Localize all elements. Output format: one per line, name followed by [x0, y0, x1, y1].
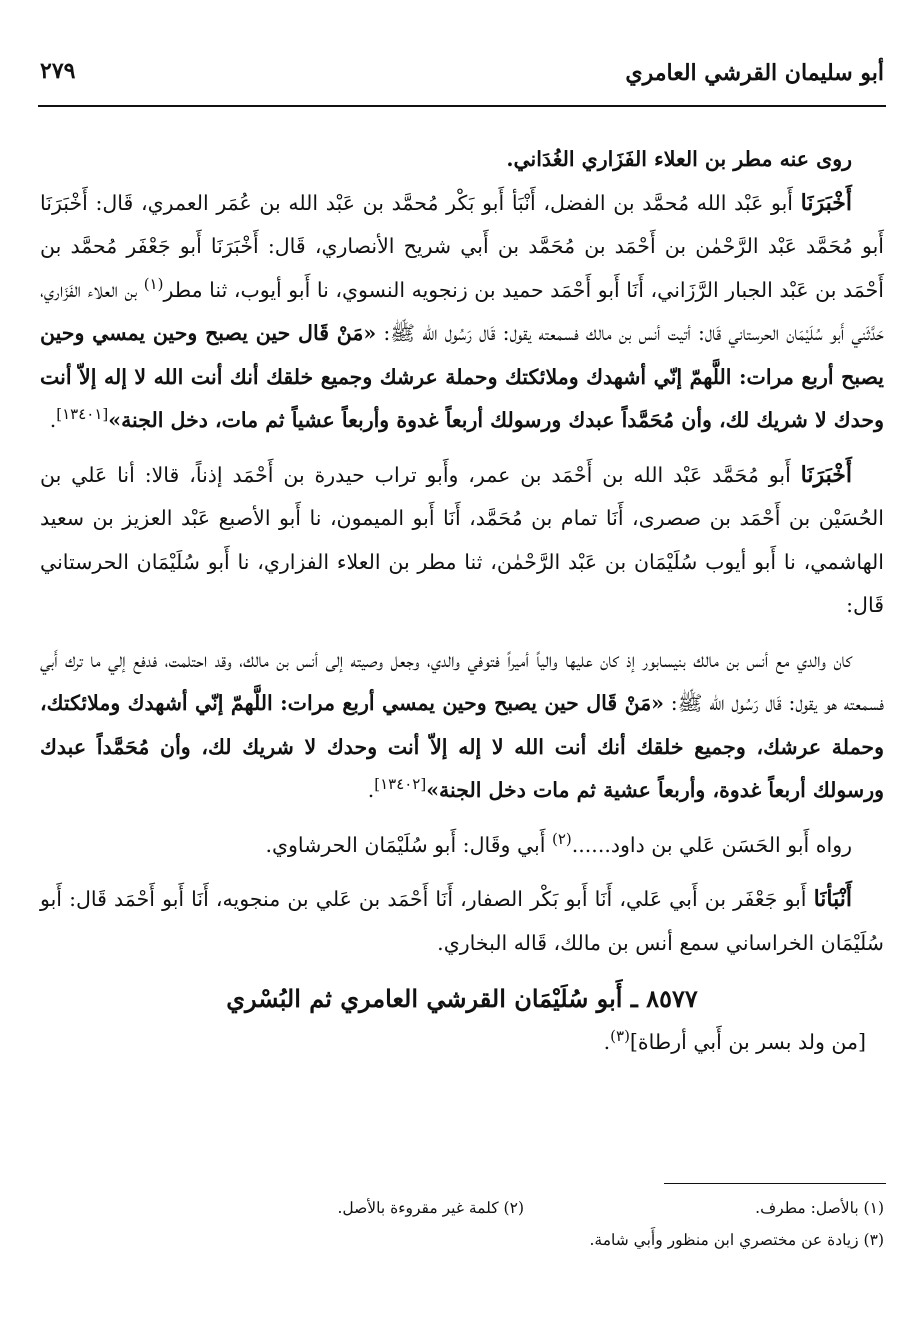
footnote-3: (٣) زيادة عن مختصري ابن منظور وأَبي شامة.	[589, 1231, 884, 1249]
main-text	[40, 138, 884, 1064]
paragraph-narration: كان والدي مع أنس بن مالك بنيسابور إذ كان عليها والياً أميراً فتوفي والدي، وجعل وصيته إلى أنس بن مالك، وقد احتلمت، فدفع إلي ما ترك أَبي فسمعته هو يقول: قَال رَسُول الله ﷺ: «مَنْ قَال حين يصبح وحين يمسي أربع مرات: اللَّهمّ إنّي أشهدك وملائكتك، وحملة عرشك، وجميع خلقك أنك أنت الله لا إله إلاّ أنت وحدك لا شريك لك، وأن مُحَمَّداً عبدك ورسولك أربعاً غدوة، وأربعاً عشية ثم مات دخل الجنة»[١٣٤٠٢].	[40, 647, 884, 802]
hadith-text: «مَنْ قَال حين يصبح وحين يمسي وحين يصبح أربع مرات: اللَّهمّ إنّي أشهدك وملائكتك وحملة عرشك وجميع خلقك أنك أنت الله لا إله إلاّ أنت وحدك لا شريك لك، وأن مُحَمَّداً عبدك ورسولك أربعاً غدوة وأربعاً عشياً ثم مات، دخل الجنة»	[40, 321, 884, 432]
paragraph-variant	[40, 824, 884, 868]
footnote-ref: (٣)	[610, 1026, 630, 1045]
entry-subnote	[40, 1021, 884, 1065]
footnote-1: (١) بالأصل: مطرف.	[755, 1199, 884, 1217]
paragraph-isnad-1: أَخْبَرَنَا أَبو عَبْد الله مُحمَّد بن الفضل، أَنْبَأ أَبو بَكْر مُحمَّد بن عَبْد الله بن عُمَر العمري، قَال: أَخْبَرَنَا أَبو مُحَمَّد عَبْد الرَّحْمٰن بن أَحْمَد بن مُحَمَّد بن أَبي شريح الأنصاري، قَال: أَخْبَرَنَا أَبو جَعْفَر مُحمَّد بن أَحْمَد بن عَبْد الجبار الرَّزَاني، أَنَا أَبو أَحْمَد حميد بن زنجويه النسوي، نا أَبو أيوب، ثنا مطر$^{(١)}$ بن العلاء الفَزَاري، حَدَّثَني أَبو سُلَيْمَان الحرستاني قَال: أتيت أنس بن مالك فسمعته يقول: قَال رَسُول الله ﷺ: «مَنْ قَال حين يصبح وحين يمسي وحين يصبح أربع مرات: اللَّهمّ إنّي أشهدك وملائكتك وحملة عرشك وجميع خلقك أنك أنت الله لا إله إلاّ أنت وحدك لا شريك لك، وأن مُحَمَّداً عبدك ورسولك أربعاً غدوة وأربعاً عشياً ثم مات، دخل الجنة»[١٣٤٠١].	[40, 189, 884, 432]
transmission-marker: أَخْبَرَنَا	[800, 461, 852, 488]
footnote-row	[40, 1192, 884, 1224]
isnad-text: بن العلاء الفَزَاري، حَدَّثَني أَبو سُلَيْمَان الحرستاني قَال: أتيت أنس بن مالك فسمعته يقول: قَال رَسُول الله ﷺ:	[40, 277, 884, 345]
hadith-text: «مَنْ قَال حين يصبح وحين يمسي أربع مرات: اللَّهمّ إنّي أشهدك وملائكتك، وحملة عرشك، وجميع خلقك أنك أنت الله لا إله إلاّ أنت وحدك لا شريك لك، وأن مُحَمَّداً عبدك ورسولك أربعاً غدوة، وأربعاً عشية ثم مات دخل الجنة»	[40, 691, 884, 802]
paragraph-narrator: روى عنه مطر بن العلاء الفَزَاري الغُدَاني.	[506, 147, 852, 171]
footnote-rule	[664, 1183, 886, 1184]
entry-heading: ٨٥٧٧ ـ أَبو سُلَيْمَان القرشي العامري ثم البُسْري	[226, 984, 698, 1013]
running-title: أبو سليمان القرشي العامري	[625, 60, 884, 86]
footnotes	[40, 1192, 884, 1256]
subnote-end: .	[603, 1029, 611, 1054]
paragraph-isnad-2	[40, 454, 884, 628]
variant-text: أَبي وقَال: أَبو سُلَيْمَان الحرشاوي.	[265, 832, 546, 857]
subnote-text: [من ولد بسر بن أَبي أرطاة]	[629, 1029, 866, 1054]
transmission-marker: أَنْبَأنَا	[813, 886, 852, 912]
transmission-marker: أَخْبَرَنَا	[800, 189, 852, 216]
narration-text: كان والدي مع أنس بن مالك بنيسابور إذ كان عليها والياً أميراً فتوفي والدي، وجعل وصيته إلى أنس بن مالك، وقد احتلمت، فدفع إلي ما ترك أَبي فسمعته هو يقول: قَال رَسُول الله ﷺ:	[40, 647, 884, 715]
hadith-number: [١٣٤٠١]	[56, 405, 109, 424]
page-header	[40, 58, 884, 98]
hadith-number: [١٣٤٠٢]	[374, 775, 427, 794]
paragraph-isnad-3	[40, 878, 884, 965]
footnote-ref: (٢)	[551, 829, 572, 848]
footnote-ref: (١)	[143, 274, 164, 293]
page-number: ٢٧٩	[40, 58, 76, 84]
variant-text: رواه أَبو الحَسَن عَلي بن داود......	[571, 832, 852, 857]
isnad-text: أَبو مُحَمَّد عَبْد الله بن أَحْمَد بن عمر، وأَبو تراب حيدرة بن أَحْمَد إذناً، قالا: أنا عَلي بن الحُسَيْن بن أَحْمَد بن صصرى، أَنَا تمام بن مُحَمَّد، أَنَا أَبو الميمون، نا أَبو الأصبع عَبْد العزيز بن سعيد الهاشمي، نا أَبو أيوب سُلَيْمَان بن عَبْد الرَّحْمٰن، ثنا مطر بن العلاء الفزاري، نا أَبو سُلَيْمَان الحرستاني قَال:	[40, 462, 884, 617]
header-rule	[38, 105, 886, 107]
isnad-text: أَبو جَعْفَر بن أَبي عَلي، أَنَا أَبو بَكْر الصفار، أَنَا أَحْمَد بن عَلي بن منجويه، أَنَا أَبو أَحْمَد قَال: أَبو سُلَيْمَان الخراساني سمع أنس بن مالك، قَاله البخاري.	[40, 887, 884, 955]
isnad-text: أَبو عَبْد الله مُحمَّد بن الفضل، أَنْبَأ أَبو بَكْر مُحمَّد بن عَبْد الله بن عُمَر العمري، قَال: أَخْبَرَنَا أَبو مُحَمَّد عَبْد الرَّحْمٰن بن أَحْمَد بن مُحَمَّد بن أَبي شريح الأنصاري، قَال: أَخْبَرَنَا أَبو جَعْفَر مُحمَّد بن أَحْمَد بن عَبْد الجبار الرَّزَاني، أَنَا أَبو أَحْمَد حميد بن زنجويه النسوي، نا أَبو أيوب، ثنا مطر	[40, 190, 884, 302]
footnote-2: (٢) كلمة غير مقروءة بالأصل.	[337, 1199, 524, 1217]
